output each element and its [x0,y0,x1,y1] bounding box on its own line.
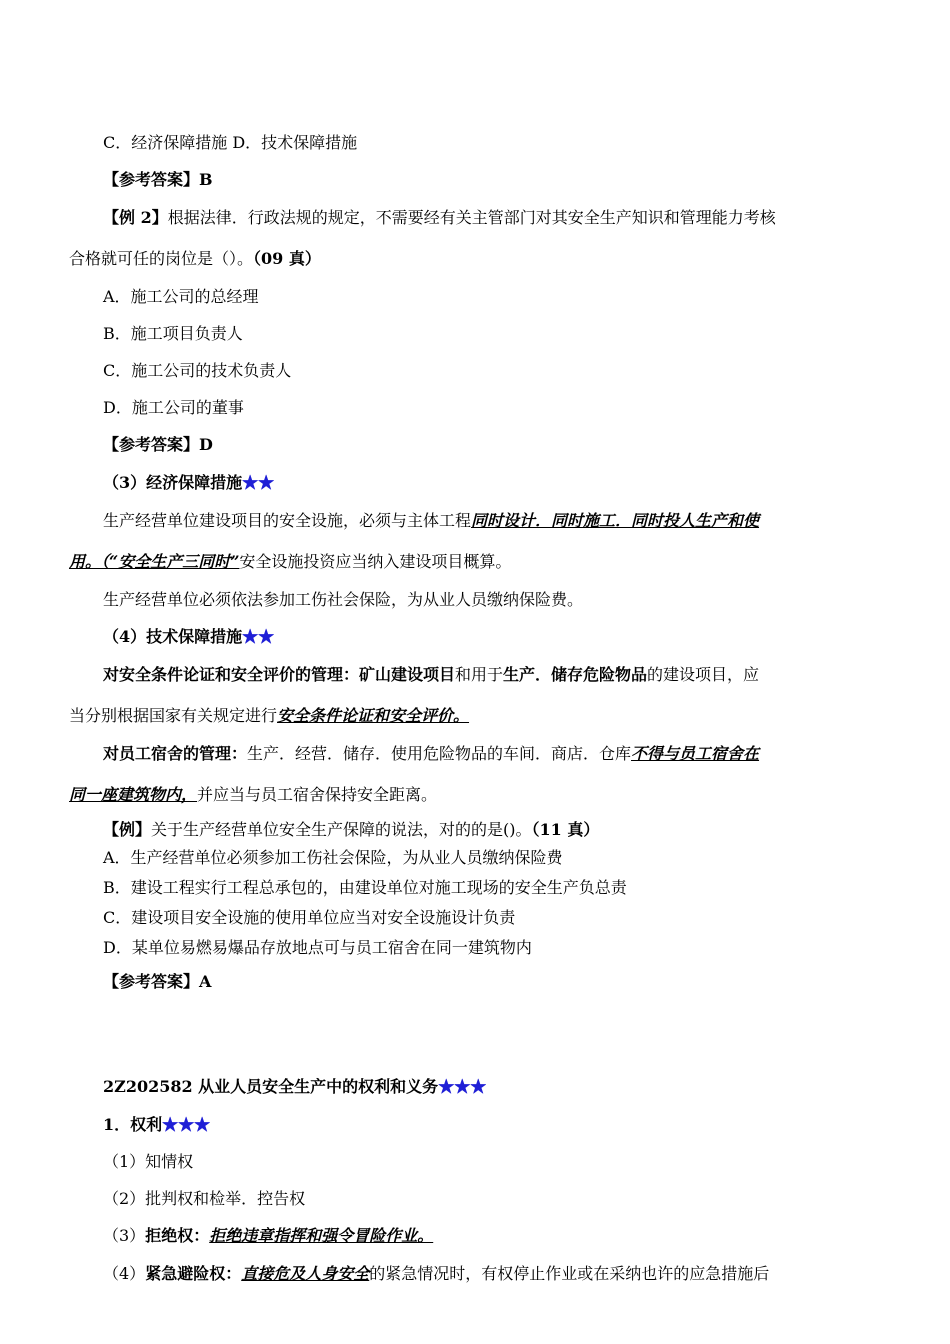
right-1: （1）知情权 [103,1152,194,1171]
option-c: C．施工公司的技术负责人 [103,361,292,380]
paragraph-safety-evaluation-cont: 当分别根据国家有关规定进行安全条件论证和安全评价。 [69,706,470,725]
right-2: （2）批判权和检举．控告权 [103,1189,306,1208]
star-rating-icon: ★★★ [438,1077,487,1096]
option-b: B．施工项目负责人 [103,324,243,343]
right-4: （4）紧急避险权：直接危及人身安全的紧急情况时，有权停止作业或在采纳也许的应急措施后 [103,1264,770,1283]
paragraph-insurance: 生产经营单位必须依法参加工伤社会保险，为从业人员缴纳保险费。 [103,590,584,609]
paragraph-dormitory-cont: 同一座建筑物内，并应当与员工宿舍保持安全距离。 [69,785,438,804]
answer-a: 【参考答案】A [103,972,212,991]
paragraph-dormitory: 对员工宿舍的管理：生产．经营．储存．使用危险物品的车间．商店．仓库不得与员工宿舍在 [103,744,760,763]
star-rating-icon: ★★ [242,627,275,646]
option-c-d: C．经济保障措施 D．技术保障措施 [103,133,358,152]
paragraph-safety-evaluation: 对安全条件论证和安全评价的管理：矿山建设项目和用于生产．储存危险物品的建设项目，应 [103,665,760,684]
star-rating-icon: ★★★ [162,1115,211,1134]
right-3: （3）拒绝权：拒绝违章指挥和强令冒险作业。 [103,1226,434,1245]
heading-economic-measures: （3）经济保障措施★★ [103,473,275,492]
paragraph-three-simultaneous: 生产经营单位建设项目的安全设施，必须与主体工程同时设计．同时施工．同时投人生产和使 [103,511,760,530]
option-b: B．建设工程实行工程总承包的，由建设单位对施工现场的安全生产负总责 [103,878,627,897]
option-d: D．施工公司的董事 [103,398,244,417]
star-rating-icon: ★★ [242,473,275,492]
option-a: A．施工公司的总经理 [103,287,259,306]
example-2-question: 【例 2】根据法律．行政法规的规定，不需要经有关主管部门对其安全生产知识和管理能力考核 [103,208,776,227]
section-heading-rights-duties: 2Z202582 从业人员安全生产中的权利和义务★★★ [103,1077,487,1096]
paragraph-three-simultaneous-cont: 用。（“安全生产三同时”安全设施投资应当纳入建设项目概算。 [69,552,512,571]
answer-b: 【参考答案】B [103,170,213,189]
option-a: A．生产经营单位必须参加工伤社会保险，为从业人员缴纳保险费 [103,848,563,867]
answer-d: 【参考答案】D [103,435,213,454]
heading-technical-measures: （4）技术保障措施★★ [103,627,275,646]
example-2-question-cont: 合格就可任的岗位是（）。（09 真） [69,249,321,268]
heading-rights: 1．权利★★★ [103,1115,211,1134]
example-question: 【例】关于生产经营单位安全生产保障的说法，对的的是()。（11 真） [103,820,600,839]
option-c: C．建设项目安全设施的使用单位应当对安全设施设计负责 [103,908,516,927]
option-d: D．某单位易燃易爆品存放地点可与员工宿舍在同一建筑物内 [103,938,532,957]
